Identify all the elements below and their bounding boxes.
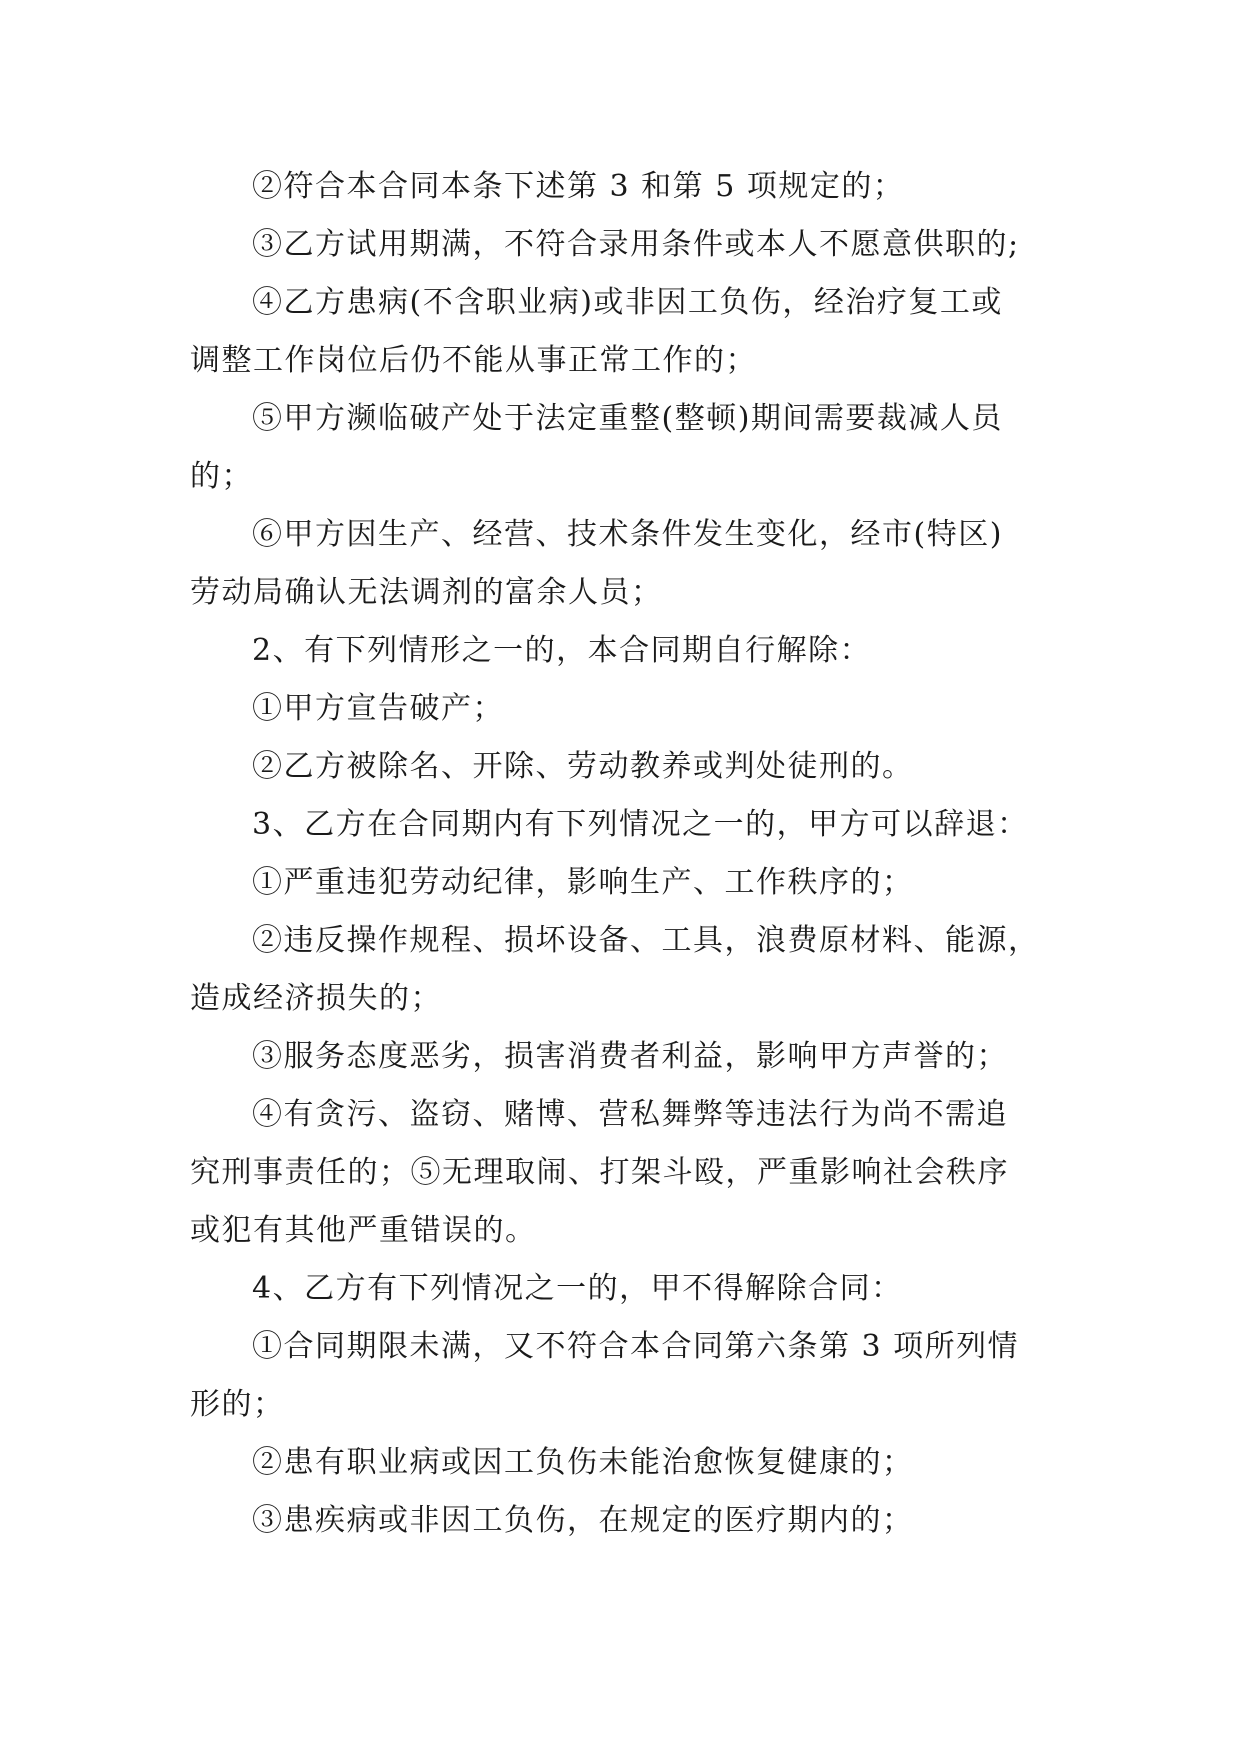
clause-line: ①甲方宣告破产； [252,691,504,726]
clause-line-continued: 究刑事责任的；⑤无理取闹、打架斗殴，严重影响社会秩序 [190,1155,1009,1190]
clause-line: ②患有职业病或因工负伤未能治愈恢复健康的； [252,1445,914,1480]
clause-line: ④乙方患病(不含职业病)或非因工负伤，经治疗复工或 [252,285,1003,320]
clause-line: ④有贪污、盗窃、赌博、营私舞弊等违法行为尚不需追 [252,1097,1008,1132]
clause-line: ③乙方试用期满，不符合录用条件或本人不愿意供职的; [252,227,1020,262]
section-heading-line: 3、乙方在合同期内有下列情况之一的，甲方可以辞退： [252,807,1029,842]
clause-line-continued: 造成经济损失的； [190,981,442,1016]
clause-line: ①严重违犯劳动纪律，影响生产、工作秩序的； [252,865,914,900]
clause-line-continued: 的； [190,459,253,494]
clause-line: ②符合本合同本条下述第 3 和第 5 项规定的； [252,169,905,204]
section-heading-line: 2、有下列情形之一的，本合同期自行解除： [252,633,872,668]
clause-line: ⑥甲方因生产、经营、技术条件发生变化，经市(特区) [252,517,1003,552]
clause-line: ③患疾病或非因工负伤，在规定的医疗期内的； [252,1503,914,1538]
contract-text [190,158,1060,1550]
clause-line-continued: 劳动局确认无法调剂的富余人员； [190,575,663,610]
section-heading-line: 4、乙方有下列情况之一的，甲不得解除合同： [252,1271,903,1306]
clause-line: ②乙方被除名、开除、劳动教养或判处徒刑的。 [252,749,914,784]
clause-line-continued: 形的； [190,1387,285,1422]
clause-line: ③服务态度恶劣，损害消费者利益，影响甲方声誉的； [252,1039,1008,1074]
clause-line-continued: 或犯有其他严重错误的。 [190,1213,537,1248]
clause-line: ⑤甲方濒临破产处于法定重整(整顿)期间需要裁减人员 [252,401,1003,436]
clause-line: ②违反操作规程、损坏设备、工具，浪费原材料、能源， [252,923,1040,958]
clause-line: ①合同期限未满，又不符合本合同第六条第 3 项所列情 [252,1329,1020,1364]
clause-line-continued: 调整工作岗位后仍不能从事正常工作的； [190,343,757,378]
